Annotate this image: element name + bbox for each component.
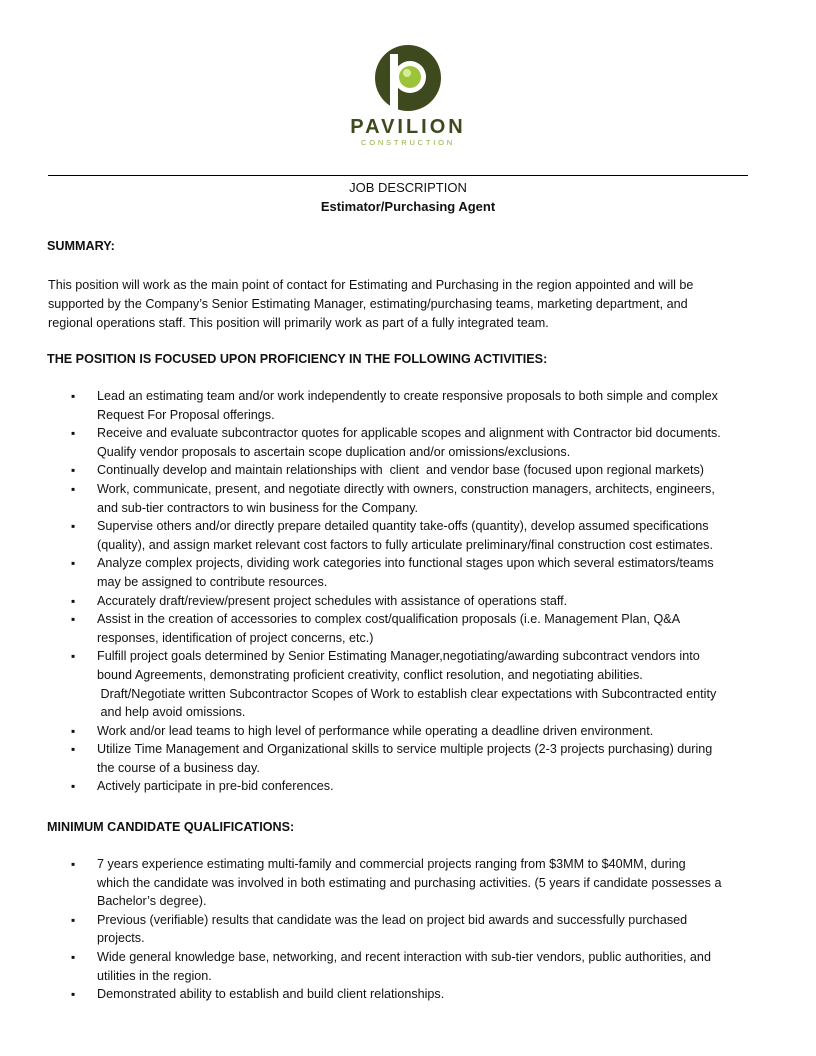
bullet-icon: ▪ [71,987,76,1002]
summary-line: This position will work as the main point of contact for Estimating and Purchasing in the region appointed and will be [48,278,694,292]
company-logo [0,40,816,152]
list-item-line: Bachelor’s degree). [97,894,207,909]
list-item [0,740,770,777]
list-item-line: may be assigned to contribute resources. [97,574,328,589]
summary-line: regional operations staff. This position will primarily work as part of a fully integrated team. [48,316,549,330]
list-item-line: Actively participate in pre-bid conferences. [97,779,334,794]
list-item [0,647,770,721]
list-item [0,424,770,461]
logo-brand: PAVILION [350,116,466,138]
list-item [0,461,770,480]
list-item-line: responses, identification of project concerns, etc.) [97,630,374,645]
list-item-line: Work and/or lead teams to high level of performance while operating a deadline driven environment. [97,723,654,738]
list-item-line: Wide general knowledge base, networking, and recent interaction with sub-tier vendors, public authorities, and [97,949,711,964]
bullet-icon: ▪ [71,649,76,664]
list-item-line: bound Agreements, demonstrating proficient creativity, conflict resolution, and negotiating abilities. [97,667,643,682]
list-item-line: Lead an estimating team and/or work independently to create responsive proposals to both simple and complex [97,389,718,403]
list-item-line: Request For Proposal offerings. [97,407,275,422]
bullet-icon: ▪ [71,389,76,403]
list-item [0,554,770,591]
header-rule [48,175,748,176]
activities-heading: THE POSITION IS FOCUSED UPON PROFICIENCY IN THE FOLLOWING ACTIVITIES: [47,352,548,366]
bullet-icon: ▪ [71,857,76,871]
list-item [0,610,770,647]
bullet-icon: ▪ [71,912,76,927]
list-item [0,948,770,985]
position-title: Estimator/Purchasing Agent [320,199,496,214]
list-item-line: Continually develop and maintain relationships with client and vendor base (focused upon regional markets) [97,463,704,478]
summary-heading: SUMMARY: [47,239,115,253]
list-item-line: projects. [97,931,145,946]
list-item-line: Assist in the creation of accessories to complex cost/qualification proposals (i.e. Management Plan, Q&A [97,612,681,627]
summary-paragraph [48,276,758,333]
bullet-icon: ▪ [71,949,76,964]
list-item-line: Supervise others and/or directly prepare detailed quantity take-offs (quantity), develop assumed specifications [97,519,709,534]
bullet-icon: ▪ [71,481,76,496]
bullet-icon: ▪ [71,779,76,794]
list-item-line: the course of a business day. [97,760,260,775]
activities-list [0,387,770,796]
list-item-line: Qualify vendor proposals to ascertain scope duplication and/or omissions/exclusions. [97,444,571,459]
list-item-line: which the candidate was involved in both estimating and purchasing activities. (5 years if candidate possesses a [97,875,722,890]
bullet-icon: ▪ [71,463,76,478]
doc-type: JOB DESCRIPTION [349,180,467,195]
list-item-line: 7 years experience estimating multi-family and commercial projects ranging from $3MM to $40MM, during [97,857,686,871]
bullet-icon: ▪ [71,593,76,608]
list-item [0,777,770,796]
bullet-icon: ▪ [71,519,76,534]
list-item-line: Previous (verifiable) results that candidate was the lead on project bid awards and successfully purchased [97,912,688,927]
logo-green-ball [399,66,421,88]
list-item-line: and help avoid omissions. [97,705,246,720]
bullet-icon: ▪ [71,556,76,571]
logo-subtitle: CONSTRUCTION [360,138,456,147]
list-item [0,855,770,911]
list-item-line: Demonstrated ability to establish and build client relationships. [97,987,445,1002]
list-item [0,387,770,424]
bullet-icon: ▪ [71,723,76,738]
bullet-icon: ▪ [71,742,76,757]
list-item-line: Receive and evaluate subcontractor quotes for applicable scopes and alignment with Contractor bid documents. [97,426,721,441]
list-item-line: and sub-tier contractors to win business for the Company. [97,500,419,515]
summary-line: supported by the Company’s Senior Estimating Manager, estimating/purchasing teams, marketing department, and [48,297,688,311]
list-item-line: Analyze complex projects, dividing work categories into functional stages upon which several estimators/teams [97,556,714,571]
qualifications-list [0,855,770,1004]
list-item [0,911,770,948]
list-item-line: Utilize Time Management and Organizational skills to service multiple projects (2-3 projects purchasing) during [97,742,713,757]
list-item [0,985,770,1004]
pavilion-logo-mark [308,40,508,152]
list-item [0,480,770,517]
qualifications-heading: MINIMUM CANDIDATE QUALIFICATIONS: [47,820,295,834]
logo-ball-highlight [403,69,411,77]
list-item-line: (quality), and assign market relevant cost factors to fully articulate preliminary/final construction cost estimates. [97,537,713,552]
list-item [0,722,770,741]
list-item-line: Fulfill project goals determined by Senior Estimating Manager,negotiating/awarding subcontract vendors into [97,649,700,664]
bullet-icon: ▪ [71,426,76,441]
bullet-icon: ▪ [71,612,76,627]
list-item-line: utilities in the region. [97,968,212,983]
list-item-line: Work, communicate, present, and negotiate directly with owners, construction managers, architects, engineers, [97,481,715,496]
list-item [0,517,770,554]
list-item [0,592,770,611]
list-item-line: Accurately draft/review/present project schedules with assistance of operations staff. [97,593,568,608]
list-item-line: Draft/Negotiate written Subcontractor Scopes of Work to establish clear expectations with Subcontracted entity [97,686,717,701]
